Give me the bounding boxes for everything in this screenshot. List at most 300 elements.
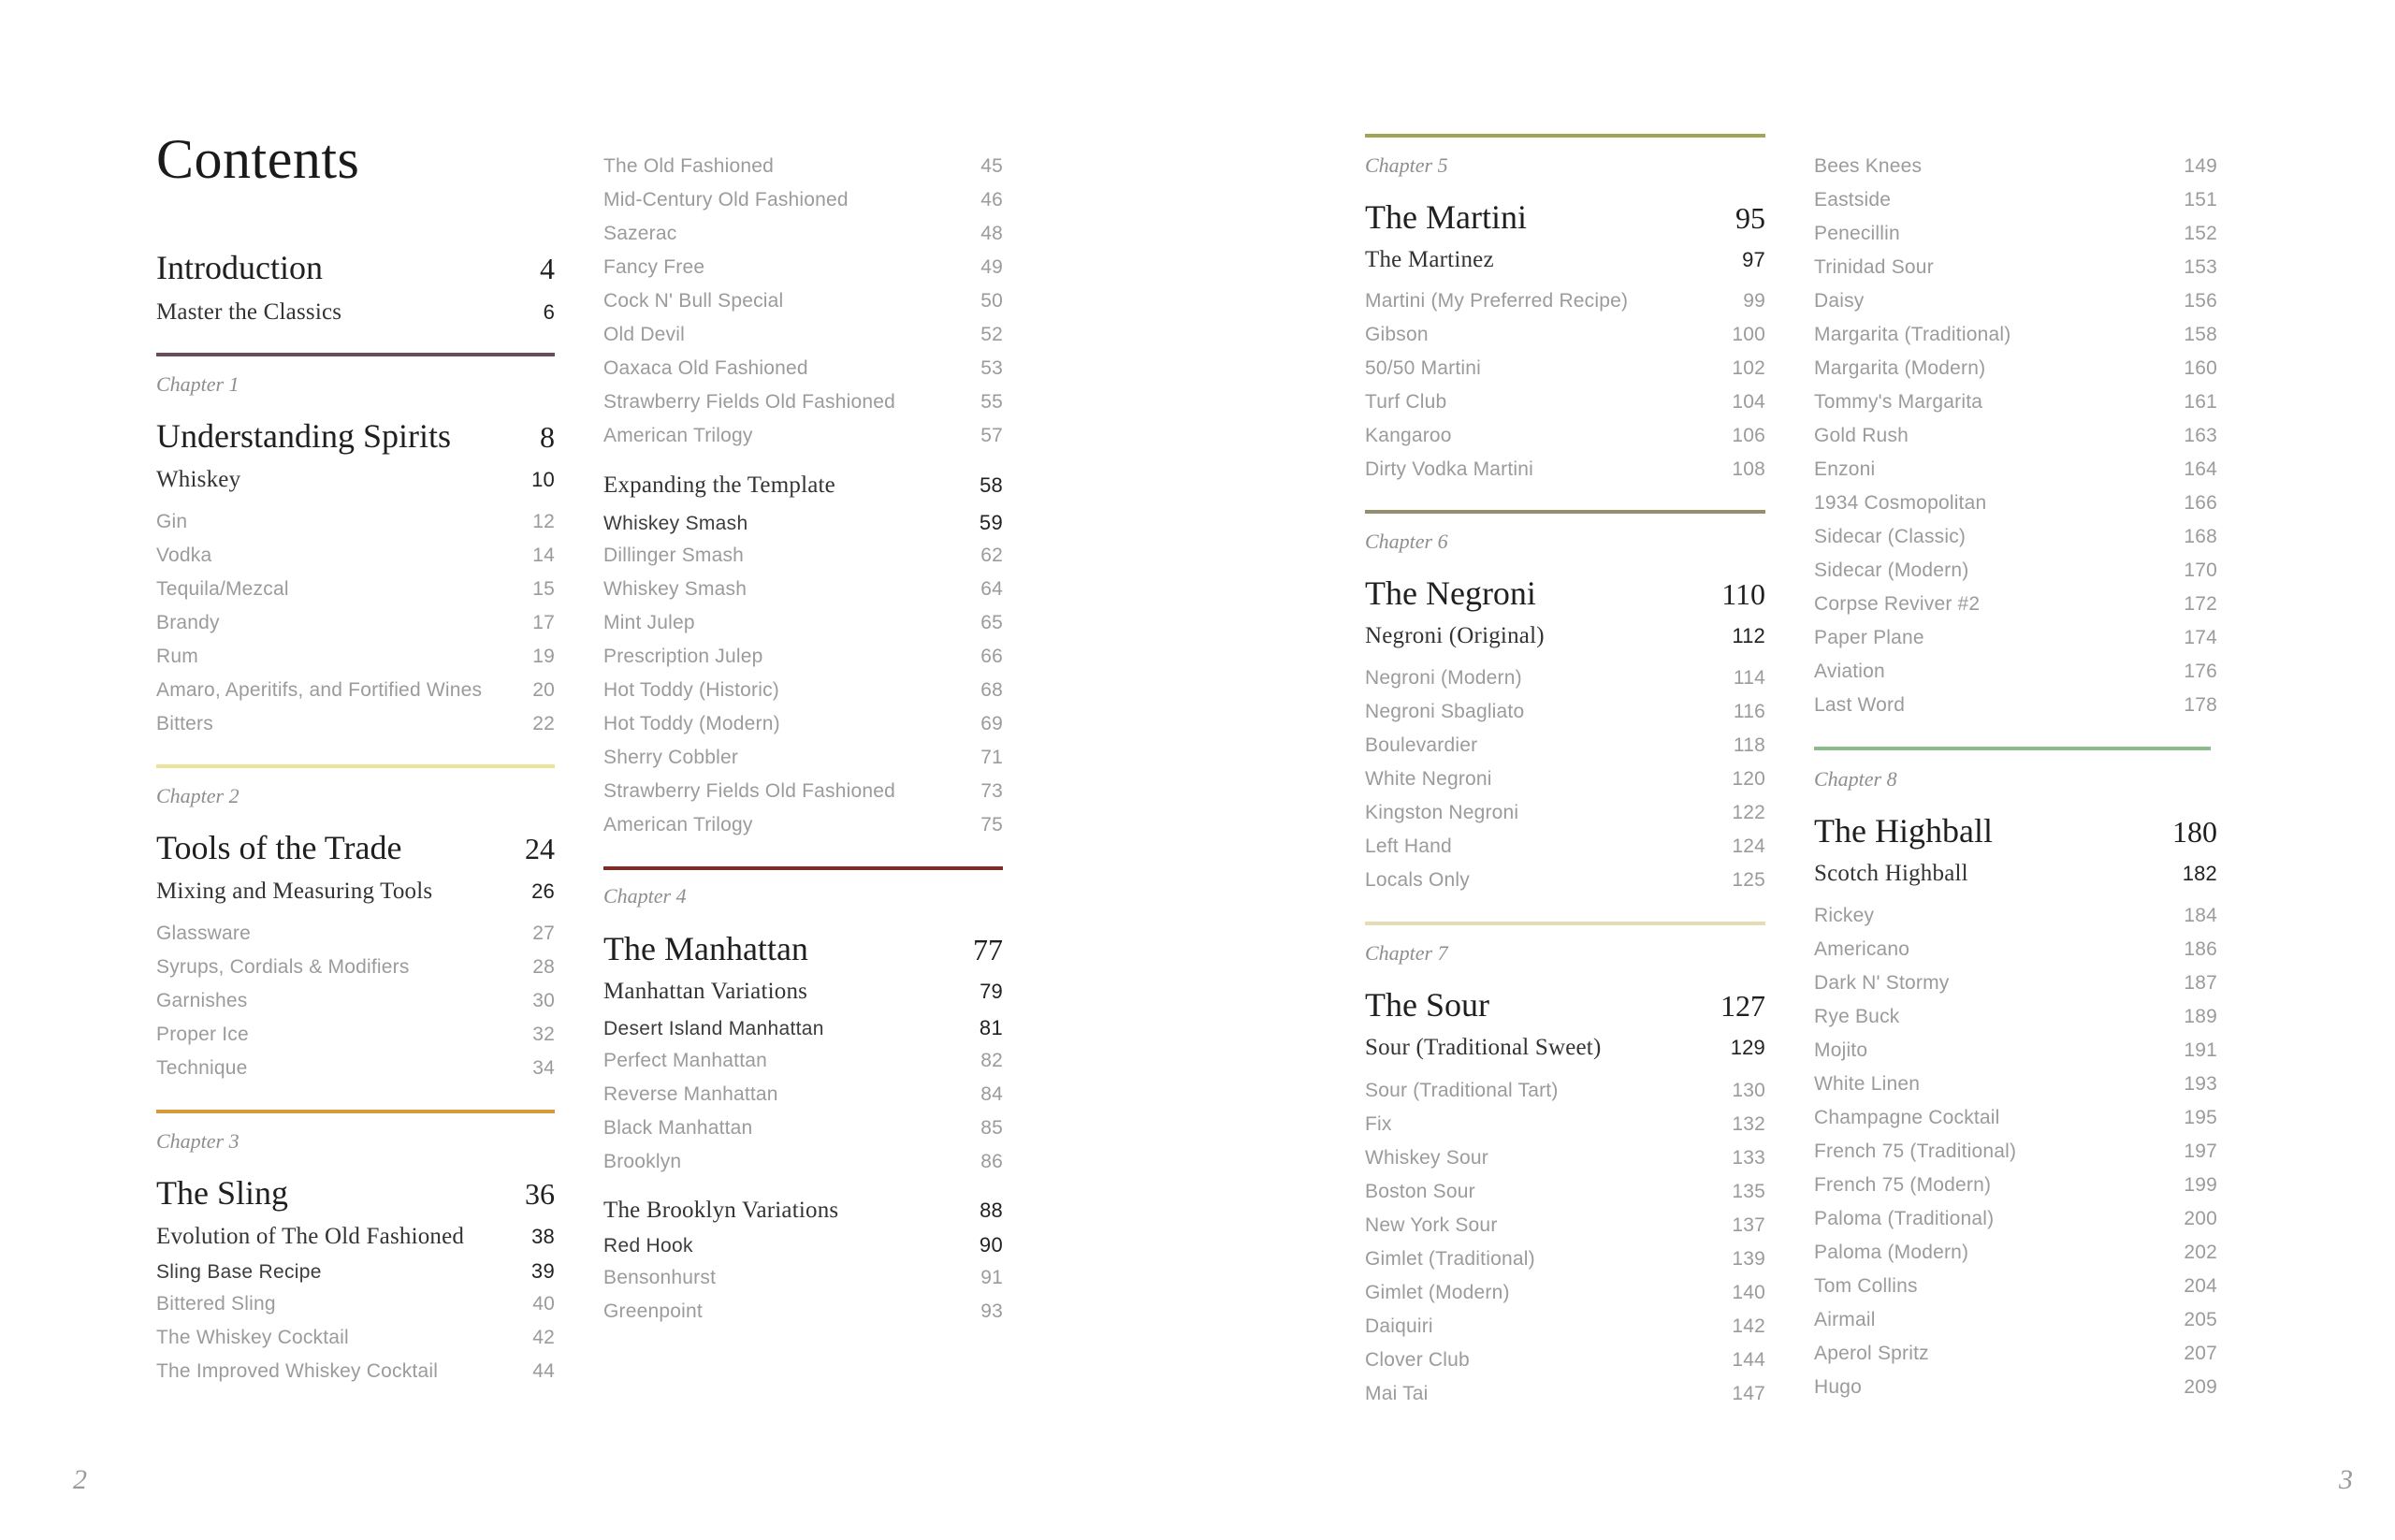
page-number: 93 bbox=[980, 1300, 1003, 1322]
entry-title: Enzoni bbox=[1814, 458, 1876, 480]
page-number: 102 bbox=[1732, 357, 1765, 379]
toc-entry[interactable] bbox=[1814, 324, 2217, 346]
entry-title: Left Hand bbox=[1365, 835, 1452, 857]
entry-title: Evolution of The Old Fashioned bbox=[156, 1224, 465, 1249]
entry-title: Dark N' Stormy bbox=[1814, 972, 1950, 994]
entry-title: Bittered Sling bbox=[156, 1293, 276, 1315]
toc-entry[interactable] bbox=[1814, 1006, 2217, 1028]
page-number: 14 bbox=[532, 545, 555, 566]
page-number: 104 bbox=[1732, 391, 1765, 413]
entry-title: Last Word bbox=[1814, 694, 1906, 716]
toc-entry[interactable] bbox=[1365, 324, 1765, 346]
toc-entry[interactable] bbox=[1814, 189, 2217, 211]
toc-entry[interactable] bbox=[1814, 290, 2217, 312]
subsection-entry[interactable] bbox=[603, 1016, 1003, 1040]
toc-entry[interactable] bbox=[156, 1327, 555, 1349]
entry-title: Corpse Reviver #2 bbox=[1814, 593, 1981, 615]
entry-title: Gimlet (Traditional) bbox=[1365, 1248, 1535, 1270]
chapter-divider bbox=[1365, 134, 1765, 138]
page-number: 178 bbox=[2184, 694, 2217, 716]
page-number: 166 bbox=[2184, 492, 2217, 514]
toc-entry[interactable] bbox=[1814, 661, 2217, 683]
subsection-entry[interactable] bbox=[603, 511, 1003, 535]
page-number: 30 bbox=[532, 990, 555, 1011]
entry-title: Paper Plane bbox=[1814, 627, 1924, 648]
page-number: 142 bbox=[1732, 1315, 1765, 1337]
page-number: 180 bbox=[2172, 815, 2217, 849]
entry-title: Airmail bbox=[1814, 1309, 1876, 1330]
toc-entry[interactable] bbox=[603, 223, 1003, 245]
toc-entry[interactable] bbox=[156, 679, 555, 702]
entry-title: Whiskey Smash bbox=[603, 513, 748, 534]
subsection-entry[interactable] bbox=[156, 1259, 555, 1284]
entry-title: Kingston Negroni bbox=[1365, 802, 1519, 823]
page-number: 12 bbox=[532, 511, 555, 532]
entry-title: Boulevardier bbox=[1365, 734, 1478, 756]
page-number: 86 bbox=[980, 1151, 1003, 1172]
toc-entry[interactable] bbox=[1365, 734, 1765, 757]
toc-entry[interactable] bbox=[603, 679, 1003, 702]
chapter-label: Chapter 6 bbox=[1365, 530, 1448, 553]
toc-entry[interactable] bbox=[603, 578, 1003, 601]
page-number: 59 bbox=[979, 511, 1003, 534]
section-entry[interactable] bbox=[1365, 247, 1765, 273]
toc-entry[interactable] bbox=[603, 1300, 1003, 1323]
toc-entry[interactable] bbox=[1814, 972, 2217, 995]
entry-title: Sherry Cobbler bbox=[603, 747, 739, 768]
toc-entry[interactable] bbox=[1814, 1039, 2217, 1062]
entry-title: The Martini bbox=[1365, 198, 1527, 236]
page-number: 156 bbox=[2184, 290, 2217, 312]
entry-title: Eastside bbox=[1814, 189, 1892, 211]
page-number: 139 bbox=[1732, 1248, 1765, 1270]
toc-entry[interactable] bbox=[1814, 938, 2217, 961]
page-number: 81 bbox=[979, 1016, 1003, 1039]
page-number: 135 bbox=[1732, 1181, 1765, 1202]
page-number: 57 bbox=[980, 425, 1003, 446]
toc-entry[interactable] bbox=[603, 357, 1003, 380]
entry-title: Mojito bbox=[1814, 1039, 1868, 1061]
toc-entry[interactable] bbox=[1365, 768, 1765, 791]
page-number: 38 bbox=[531, 1225, 555, 1248]
entry-title: Rye Buck bbox=[1814, 1006, 1900, 1027]
chapter-heading[interactable] bbox=[1814, 811, 2217, 850]
page-number: 62 bbox=[980, 545, 1003, 566]
toc-entry[interactable] bbox=[1365, 1080, 1765, 1102]
page-number: 207 bbox=[2184, 1343, 2217, 1364]
entry-title: Tools of the Trade bbox=[156, 829, 402, 866]
page-number: 125 bbox=[1732, 869, 1765, 891]
page-number: 71 bbox=[980, 747, 1003, 768]
chapter-label: Chapter 5 bbox=[1365, 153, 1448, 177]
entry-title: Sling Base Recipe bbox=[156, 1261, 322, 1283]
toc-entry[interactable] bbox=[1814, 1174, 2217, 1197]
toc-entry[interactable] bbox=[156, 545, 555, 567]
page-number: 82 bbox=[980, 1050, 1003, 1071]
entry-title: Tequila/Mezcal bbox=[156, 578, 289, 600]
toc-entry[interactable] bbox=[1365, 835, 1765, 858]
toc-entry[interactable] bbox=[156, 1057, 555, 1080]
entry-title: Proper Ice bbox=[156, 1024, 249, 1045]
chapter-heading[interactable] bbox=[1365, 574, 1765, 613]
page-number: 195 bbox=[2184, 1107, 2217, 1128]
toc-entry[interactable] bbox=[603, 155, 1003, 178]
entry-title: Master the Classics bbox=[156, 299, 342, 325]
entry-title: Negroni (Modern) bbox=[1365, 667, 1522, 689]
page-number: 84 bbox=[980, 1083, 1003, 1105]
toc-entry[interactable] bbox=[1814, 1208, 2217, 1230]
page-number: 22 bbox=[532, 713, 555, 734]
entry-title: Dirty Vodka Martini bbox=[1365, 458, 1534, 480]
entry-title: Rickey bbox=[1814, 905, 1875, 926]
toc-entry[interactable] bbox=[1814, 458, 2217, 481]
toc-entry[interactable] bbox=[603, 1151, 1003, 1173]
toc-entry[interactable] bbox=[603, 612, 1003, 634]
toc-entry[interactable] bbox=[1814, 559, 2217, 582]
toc-entry[interactable] bbox=[1814, 256, 2217, 279]
page-number: 172 bbox=[2184, 593, 2217, 615]
page-number: 64 bbox=[980, 578, 1003, 600]
page-number: 55 bbox=[980, 391, 1003, 413]
chapter-heading[interactable] bbox=[603, 929, 1003, 968]
entry-title: The Old Fashioned bbox=[603, 155, 775, 177]
page-number: 133 bbox=[1732, 1147, 1765, 1169]
toc-entry[interactable] bbox=[1814, 1343, 2217, 1365]
entry-title: Reverse Manhattan bbox=[603, 1083, 778, 1105]
entry-title: Amaro, Aperitifs, and Fortified Wines bbox=[156, 679, 483, 701]
section-entry[interactable] bbox=[1814, 861, 2217, 887]
chapter-heading[interactable] bbox=[156, 1173, 555, 1213]
entry-title: Perfect Manhattan bbox=[603, 1050, 767, 1071]
toc-entry[interactable] bbox=[1814, 694, 2217, 717]
toc-entry[interactable] bbox=[1365, 701, 1765, 723]
entry-title: Mid-Century Old Fashioned bbox=[603, 189, 849, 211]
entry-title: Hugo bbox=[1814, 1376, 1863, 1398]
toc-entry[interactable] bbox=[1814, 1107, 2217, 1129]
toc-entry[interactable] bbox=[1814, 425, 2217, 447]
page-number: 106 bbox=[1732, 425, 1765, 446]
toc-entry[interactable] bbox=[1365, 1282, 1765, 1304]
toc-entry[interactable] bbox=[603, 545, 1003, 567]
entry-title: Mixing and Measuring Tools bbox=[156, 879, 433, 904]
toc-entry[interactable] bbox=[1814, 391, 2217, 414]
entry-title: Garnishes bbox=[156, 990, 248, 1011]
page-number: 73 bbox=[980, 780, 1003, 802]
toc-entry[interactable] bbox=[1365, 1181, 1765, 1203]
page-number: 184 bbox=[2184, 905, 2217, 926]
toc-entry[interactable] bbox=[1814, 492, 2217, 515]
toc-entry[interactable] bbox=[1365, 1147, 1765, 1170]
entry-title: Rum bbox=[156, 646, 198, 667]
entry-title: Aviation bbox=[1814, 661, 1885, 682]
toc-entry[interactable] bbox=[1814, 1275, 2217, 1298]
entry-title: Bensonhurst bbox=[603, 1267, 717, 1288]
toc-entry[interactable] bbox=[1814, 526, 2217, 548]
toc-entry[interactable] bbox=[1814, 1376, 2217, 1399]
toc-entry[interactable] bbox=[156, 713, 555, 735]
page-number: 160 bbox=[2184, 357, 2217, 379]
page-number: 129 bbox=[1730, 1036, 1765, 1059]
contents-title: Contents bbox=[156, 128, 360, 190]
toc-entry[interactable] bbox=[1365, 391, 1765, 414]
page-number: 15 bbox=[532, 578, 555, 600]
entry-title: Understanding Spirits bbox=[156, 417, 451, 455]
page-number: 46 bbox=[980, 189, 1003, 211]
page-number: 161 bbox=[2184, 391, 2217, 413]
entry-title: Mint Julep bbox=[603, 612, 695, 633]
entry-title: Manhattan Variations bbox=[603, 979, 808, 1004]
entry-title: Gibson bbox=[1365, 324, 1429, 345]
page-number: 90 bbox=[979, 1233, 1003, 1257]
entry-title: The Martinez bbox=[1365, 247, 1494, 272]
section-entry[interactable] bbox=[156, 1224, 555, 1250]
entry-title: Turf Club bbox=[1365, 391, 1447, 413]
entry-title: Trinidad Sour bbox=[1814, 256, 1934, 278]
page-number-left: 2 bbox=[73, 1464, 87, 1495]
entry-title: 50/50 Martini bbox=[1365, 357, 1481, 379]
section-entry[interactable] bbox=[156, 467, 555, 493]
page-number: 99 bbox=[1743, 290, 1765, 312]
toc-entry[interactable] bbox=[1814, 593, 2217, 616]
page-number: 48 bbox=[980, 223, 1003, 244]
entry-title: Tom Collins bbox=[1814, 1275, 1918, 1297]
entry-title: Cock N' Bull Special bbox=[603, 290, 784, 312]
chapter-label: Chapter 1 bbox=[156, 372, 240, 396]
entry-title: White Negroni bbox=[1365, 768, 1492, 790]
section-entry[interactable] bbox=[1365, 623, 1765, 649]
entry-title: Oaxaca Old Fashioned bbox=[603, 357, 808, 379]
page-number: 8 bbox=[540, 420, 555, 454]
page-number: 153 bbox=[2184, 256, 2217, 278]
page-number: 163 bbox=[2184, 425, 2217, 446]
chapter-divider bbox=[1365, 922, 1765, 925]
entry-title: Introduction bbox=[156, 249, 323, 286]
toc-entry[interactable] bbox=[1814, 357, 2217, 380]
page-number: 187 bbox=[2184, 972, 2217, 994]
toc-entry[interactable] bbox=[156, 1293, 555, 1315]
entry-title: French 75 (Modern) bbox=[1814, 1174, 1992, 1196]
chapter-divider bbox=[156, 353, 555, 356]
page-number: 151 bbox=[2184, 189, 2217, 211]
toc-entry[interactable] bbox=[156, 1360, 555, 1383]
entry-title: Martini (My Preferred Recipe) bbox=[1365, 290, 1629, 312]
toc-entry[interactable] bbox=[156, 1024, 555, 1046]
toc-entry[interactable] bbox=[1365, 425, 1765, 447]
toc-entry[interactable] bbox=[603, 1083, 1003, 1106]
toc-entry[interactable] bbox=[603, 814, 1003, 836]
entry-title: Daisy bbox=[1814, 290, 1865, 312]
toc-entry[interactable] bbox=[156, 612, 555, 634]
page-number: 75 bbox=[980, 814, 1003, 835]
subsection-entry[interactable] bbox=[603, 1233, 1003, 1257]
page-number: 32 bbox=[532, 1024, 555, 1045]
entry-title: Brooklyn bbox=[603, 1151, 682, 1172]
entry-title: Scotch Highball bbox=[1814, 861, 1968, 886]
entry-title: Brandy bbox=[156, 612, 220, 633]
toc-entry[interactable] bbox=[1365, 357, 1765, 380]
entry-title: Sidecar (Modern) bbox=[1814, 559, 1969, 581]
entry-title: Margarita (Traditional) bbox=[1814, 324, 2011, 345]
section-entry[interactable] bbox=[603, 472, 1003, 499]
toc-entry[interactable] bbox=[1365, 869, 1765, 892]
entry-title: Penecillin bbox=[1814, 223, 1900, 244]
entry-title: Negroni Sbagliato bbox=[1365, 701, 1525, 722]
entry-title: Kangaroo bbox=[1365, 425, 1452, 446]
page-number: 197 bbox=[2184, 1140, 2217, 1162]
chapter-heading[interactable] bbox=[156, 828, 555, 867]
toc-entry[interactable] bbox=[603, 713, 1003, 735]
toc-entry[interactable] bbox=[1814, 1140, 2217, 1163]
page-number: 91 bbox=[980, 1267, 1003, 1288]
toc-entry[interactable] bbox=[603, 189, 1003, 211]
right-page bbox=[1198, 0, 2395, 1540]
chapter-heading[interactable] bbox=[1365, 985, 1765, 1024]
page-number: 68 bbox=[980, 679, 1003, 701]
section-entry[interactable] bbox=[603, 979, 1003, 1005]
page-number: 45 bbox=[980, 155, 1003, 177]
page-number: 174 bbox=[2184, 627, 2217, 648]
entry-title: Gimlet (Modern) bbox=[1365, 1282, 1510, 1303]
entry-title: The Improved Whiskey Cocktail bbox=[156, 1360, 439, 1382]
page-number: 88 bbox=[980, 1199, 1003, 1222]
page-number-right: 3 bbox=[2339, 1464, 2353, 1495]
toc-entry[interactable] bbox=[1365, 802, 1765, 824]
page-number: 204 bbox=[2184, 1275, 2217, 1297]
page-number: 130 bbox=[1732, 1080, 1765, 1101]
entry-title: Expanding the Template bbox=[603, 472, 835, 498]
page-number: 44 bbox=[532, 1360, 555, 1382]
page-number: 158 bbox=[2184, 324, 2217, 345]
toc-entry[interactable] bbox=[1814, 1242, 2217, 1264]
page-number: 124 bbox=[1732, 835, 1765, 857]
entry-title: American Trilogy bbox=[603, 425, 753, 446]
page-number: 127 bbox=[1720, 989, 1765, 1023]
entry-title: American Trilogy bbox=[603, 814, 753, 835]
toc-entry[interactable] bbox=[1814, 627, 2217, 649]
toc-entry[interactable] bbox=[1365, 458, 1765, 481]
entry-title: Whiskey Sour bbox=[1365, 1147, 1488, 1169]
section-entry[interactable] bbox=[603, 1198, 1003, 1224]
page-number: 6 bbox=[543, 300, 555, 324]
page-number: 65 bbox=[980, 612, 1003, 633]
toc-entry[interactable] bbox=[1814, 905, 2217, 927]
toc-entry[interactable] bbox=[603, 425, 1003, 447]
entry-title: Strawberry Fields Old Fashioned bbox=[603, 780, 895, 802]
toc-entry[interactable] bbox=[1814, 1073, 2217, 1096]
page-number: 205 bbox=[2184, 1309, 2217, 1330]
entry-title: The Manhattan bbox=[603, 930, 808, 967]
page-number: 97 bbox=[1742, 248, 1765, 271]
entry-title: Fancy Free bbox=[603, 256, 705, 278]
toc-entry[interactable] bbox=[1365, 1349, 1765, 1372]
page-number: 176 bbox=[2184, 661, 2217, 682]
toc-entry[interactable] bbox=[603, 646, 1003, 668]
chapter-heading[interactable] bbox=[156, 416, 555, 456]
page-number: 10 bbox=[531, 468, 555, 491]
toc-entry[interactable] bbox=[1814, 155, 2217, 178]
page-number: 116 bbox=[1733, 701, 1765, 722]
page-number: 118 bbox=[1733, 734, 1765, 756]
chapter-divider bbox=[603, 866, 1003, 870]
entry-title: Gold Rush bbox=[1814, 425, 1909, 446]
page-number: 53 bbox=[980, 357, 1003, 379]
page-number: 24 bbox=[525, 832, 555, 865]
toc-entry[interactable] bbox=[156, 646, 555, 668]
toc-entry[interactable] bbox=[1365, 667, 1765, 690]
entry-title: Prescription Julep bbox=[603, 646, 763, 667]
page-number: 168 bbox=[2184, 526, 2217, 547]
entry-title: Champagne Cocktail bbox=[1814, 1107, 2000, 1128]
entry-title: The Whiskey Cocktail bbox=[156, 1327, 349, 1348]
entry-title: The Brooklyn Variations bbox=[603, 1198, 839, 1223]
toc-entry[interactable] bbox=[156, 578, 555, 601]
page-number: 191 bbox=[2184, 1039, 2217, 1061]
entry-title: Hot Toddy (Modern) bbox=[603, 713, 780, 734]
page-number: 209 bbox=[2184, 1376, 2217, 1398]
entry-title: Fix bbox=[1365, 1113, 1392, 1135]
toc-entry[interactable] bbox=[1365, 1214, 1765, 1237]
page-number: 110 bbox=[1721, 577, 1765, 611]
toc-entry[interactable] bbox=[603, 391, 1003, 414]
section-entry[interactable] bbox=[156, 879, 555, 905]
entry-title: Paloma (Modern) bbox=[1814, 1242, 1969, 1263]
entry-title: Hot Toddy (Historic) bbox=[603, 679, 779, 701]
chapter-heading[interactable] bbox=[156, 248, 555, 287]
page-number: 147 bbox=[1732, 1383, 1765, 1404]
toc-entry[interactable] bbox=[1814, 223, 2217, 245]
page-number: 40 bbox=[532, 1293, 555, 1315]
chapter-heading[interactable] bbox=[1365, 197, 1765, 237]
entry-title: White Linen bbox=[1814, 1073, 1921, 1095]
toc-entry[interactable] bbox=[1814, 1309, 2217, 1331]
page-number: 193 bbox=[2184, 1073, 2217, 1095]
entry-title: Technique bbox=[156, 1057, 248, 1079]
toc-entry[interactable] bbox=[603, 1117, 1003, 1140]
toc-entry[interactable] bbox=[603, 1267, 1003, 1289]
toc-entry[interactable] bbox=[156, 923, 555, 945]
chapter-label: Chapter 7 bbox=[1365, 941, 1448, 965]
toc-entry[interactable] bbox=[1365, 1383, 1765, 1405]
toc-entry[interactable] bbox=[156, 956, 555, 979]
toc-entry[interactable] bbox=[1365, 1315, 1765, 1338]
toc-entry[interactable] bbox=[1365, 290, 1765, 312]
toc-entry[interactable] bbox=[1365, 1248, 1765, 1271]
entry-title: Sour (Traditional Sweet) bbox=[1365, 1035, 1602, 1060]
page-number: 114 bbox=[1733, 667, 1765, 689]
page-number: 20 bbox=[532, 679, 555, 701]
toc-entry[interactable] bbox=[603, 1050, 1003, 1072]
toc-entry[interactable] bbox=[1365, 1113, 1765, 1136]
entry-title: Whiskey Smash bbox=[603, 578, 748, 600]
toc-entry[interactable] bbox=[156, 511, 555, 533]
toc-entry[interactable] bbox=[603, 747, 1003, 769]
chapter-divider bbox=[1365, 510, 1765, 514]
page-number: 36 bbox=[525, 1177, 555, 1211]
toc-entry[interactable] bbox=[603, 256, 1003, 279]
page-number: 108 bbox=[1732, 458, 1765, 480]
section-entry[interactable] bbox=[156, 299, 555, 326]
entry-title: Old Devil bbox=[603, 324, 685, 345]
entry-title: Gin bbox=[156, 511, 188, 532]
toc-entry[interactable] bbox=[603, 290, 1003, 312]
page-number: 132 bbox=[1732, 1113, 1765, 1135]
page-number: 182 bbox=[2182, 862, 2217, 885]
entry-title: Mai Tai bbox=[1365, 1383, 1429, 1404]
section-entry[interactable] bbox=[1365, 1035, 1765, 1061]
toc-entry[interactable] bbox=[603, 780, 1003, 803]
toc-entry[interactable] bbox=[156, 990, 555, 1012]
toc-entry[interactable] bbox=[603, 324, 1003, 346]
